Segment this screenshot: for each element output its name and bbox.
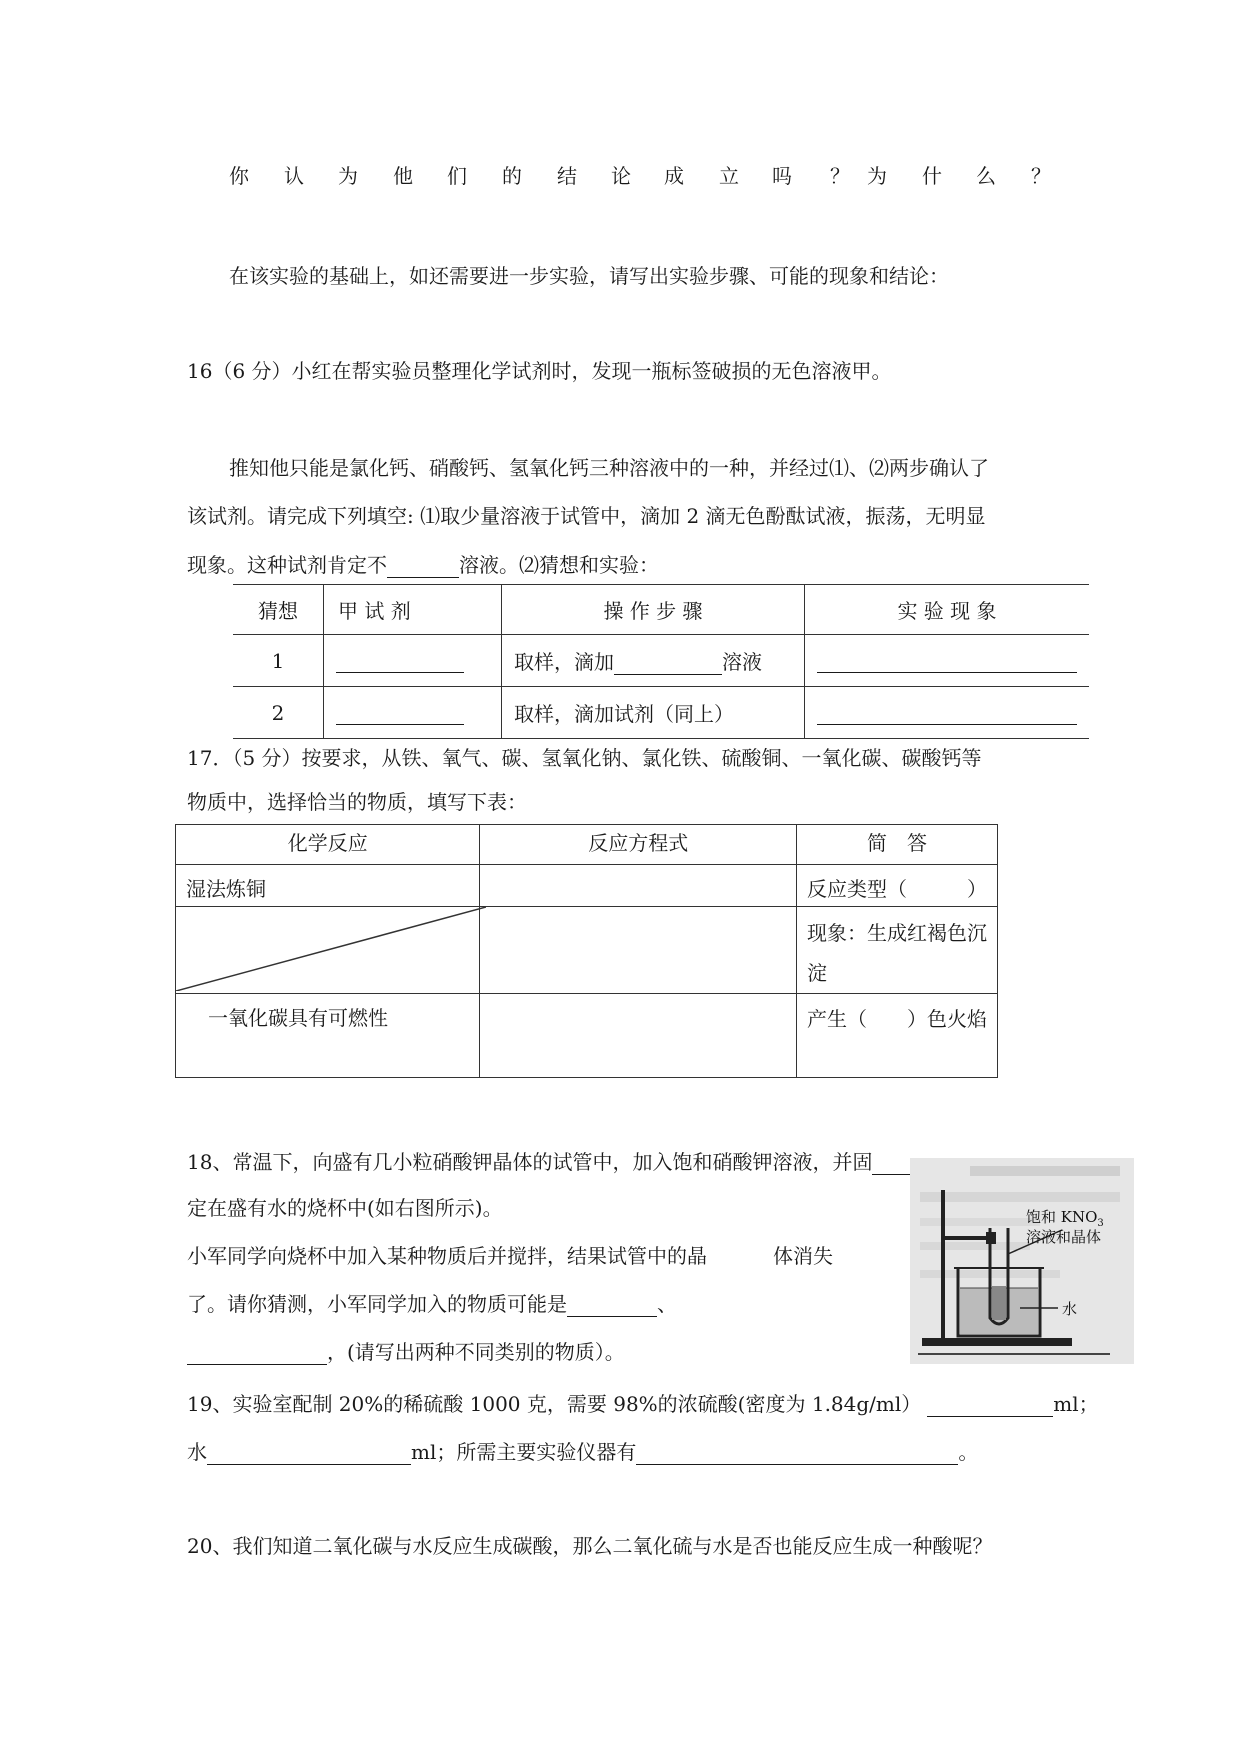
apparatus-drawing [910, 1158, 1134, 1364]
q15-line2: 在该实验的基础上，如还需要进一步实验，请写出实验步骤、可能的现象和结论： [229, 264, 949, 288]
q16-line4 [187, 549, 659, 578]
q19-line1 [187, 1388, 1099, 1417]
q15-char: 认 [284, 164, 304, 188]
steps-1-text-a: 取样，滴加 [514, 650, 614, 674]
q18-line1 [187, 1146, 950, 1175]
equation-3[interactable] [480, 994, 797, 1078]
q15-char: 成 [664, 164, 684, 188]
q16-line3: 该试剂。请完成下列填空: ⑴取少量溶液于试管中，滴加 2 滴无色酚酞试液，振荡，无明显 [187, 504, 986, 528]
q19-line1-text-b: ml； [1053, 1392, 1099, 1416]
reagent-1-cell [324, 635, 502, 687]
q19-line2 [187, 1436, 978, 1465]
answer-1: 反应类型（ ） [797, 865, 998, 907]
q19-line2-text-a: 水 [187, 1440, 207, 1464]
reaction-3: 一氧化碳具有可燃性 [176, 994, 480, 1078]
q15-char: 他 [393, 164, 413, 188]
figure-label-water: 水 [1062, 1300, 1078, 1318]
apparatus-figure [910, 1158, 1134, 1364]
equation-1[interactable] [480, 865, 797, 907]
q15-char: 论 [611, 164, 631, 188]
q18-line3 [187, 1240, 833, 1269]
q17-line1: 17．（5 分）按要求，从铁、氧气、碳、氢氧化钠、氯化铁、硫酸铜、一氧化碳、碳酸钙等 [187, 746, 982, 770]
q18-line4-text-b: 、 [657, 1292, 677, 1316]
q19-blank-instruments[interactable] [636, 1444, 958, 1465]
th-reaction: 化学反应 [176, 825, 480, 865]
th-reagent: 甲 试 剂 [324, 585, 502, 635]
reaction-2-diagonal [176, 907, 480, 994]
th-phenomenon: 实 验 现 象 [805, 585, 1090, 635]
th-answer: 简 答 [797, 825, 998, 865]
q15-char: 你 [229, 164, 249, 188]
q15-char: 为 [867, 164, 887, 188]
q15-char: ？ [1031, 164, 1051, 188]
equation-2[interactable] [480, 907, 797, 994]
q18-blank-2[interactable] [187, 1344, 327, 1365]
q16-line1: 16（6 分）小红在帮实验员整理化学试剂时，发现一瓶标签破损的无色溶液甲。 [187, 359, 892, 383]
q18-line5 [187, 1336, 625, 1365]
figure-label-solution: 溶液和晶体 [1026, 1228, 1102, 1246]
steps-2-cell: 取样，滴加试剂（同上） [502, 687, 805, 739]
reagent-2-cell [324, 687, 502, 739]
q18-line2: 定在盛有水的烧杯中(如右图所示)。 [187, 1196, 503, 1220]
steps-1-text-b: 溶液 [722, 650, 762, 674]
q15-char: 立 [719, 164, 739, 188]
diagonal-slash [176, 907, 486, 991]
q15-char: 结 [557, 164, 577, 188]
figure-label-kno3-sub: 3 [1097, 1218, 1104, 1229]
answer-3: 产生（ ）色火焰 [797, 994, 998, 1078]
q19-line2-text-b: ml；所需主要实验仪器有 [411, 1440, 637, 1464]
reagent-2-blank[interactable] [336, 704, 464, 725]
q15-char: ？ [830, 164, 850, 188]
phenomenon-1-blank[interactable] [817, 652, 1077, 673]
q16-guess-table [233, 584, 1089, 739]
q15-char: 么 [976, 164, 996, 188]
phenomenon-2-cell [805, 687, 1090, 739]
q15-char: 为 [338, 164, 358, 188]
q19-line2-text-c: 。 [958, 1440, 979, 1464]
q18-blank-1[interactable] [567, 1296, 657, 1317]
th-steps: 操 作 步 骤 [502, 585, 805, 635]
q16-line2: 推知他只能是氯化钙、硝酸钙、氢氧化钙三种溶液中的一种，并经过⑴、⑵两步确认了 [229, 456, 989, 480]
q18-line4-text-a: 了。请你猜测，小军同学加入的物质可能是 [187, 1292, 567, 1316]
th-equation: 反应方程式 [480, 825, 797, 865]
q20-line1: 20、我们知道二氧化碳与水反应生成碳酸，那么二氧化硫与水是否也能反应生成一种酸呢？ [187, 1534, 993, 1558]
steps-1-cell [502, 635, 805, 687]
guess-2: 2 [233, 687, 324, 739]
th-guess: 猜想 [233, 585, 324, 635]
q18-line5-text: ，(请写出两种不同类别的物质）。 [327, 1340, 625, 1364]
reagent-1-blank[interactable] [336, 652, 464, 673]
guess-1: 1 [233, 635, 324, 687]
q18-line1-text: 18、常温下，向盛有几小粒硝酸钾晶体的试管中，加入饱和硝酸钾溶液，并固 [187, 1150, 873, 1174]
q15-char: 们 [447, 164, 467, 188]
q18-line3-text-b: 体消失 [773, 1244, 833, 1268]
q17-line2: 物质中，选择恰当的物质，填写下表： [187, 790, 527, 814]
q19-blank-water[interactable] [207, 1444, 411, 1465]
blank-not-reagent[interactable] [387, 557, 459, 578]
q16-line4-text-a: 现象。这种试剂肯定不 [187, 553, 387, 577]
q19-blank-acid[interactable] [927, 1396, 1053, 1417]
q15-char: 吗 [772, 164, 792, 188]
q15-char: 什 [922, 164, 942, 188]
reaction-1: 湿法炼铜 [176, 865, 480, 907]
q16-line4-text-b: 溶液。⑵猜想和实验： [459, 553, 659, 577]
phenomenon-1-cell [805, 635, 1090, 687]
figure-label-kno3-text: 饱和 KNO [1026, 1208, 1098, 1226]
q17-reaction-table [175, 824, 998, 1078]
q15-char: 的 [502, 164, 522, 188]
steps-1-blank[interactable] [614, 654, 722, 675]
answer-2: 现象：生成红褐色沉淀 [797, 907, 998, 994]
q18-line4 [187, 1288, 677, 1317]
q19-line1-text-a: 19、实验室配制 20%的稀硫酸 1000 克，需要 98%的浓硫酸(密度为 1.84g/ml） [187, 1392, 922, 1416]
phenomenon-2-blank[interactable] [817, 704, 1077, 725]
q18-line3-text-a: 小军同学向烧杯中加入某种物质后并搅拌，结果试管中的晶 [187, 1244, 707, 1268]
